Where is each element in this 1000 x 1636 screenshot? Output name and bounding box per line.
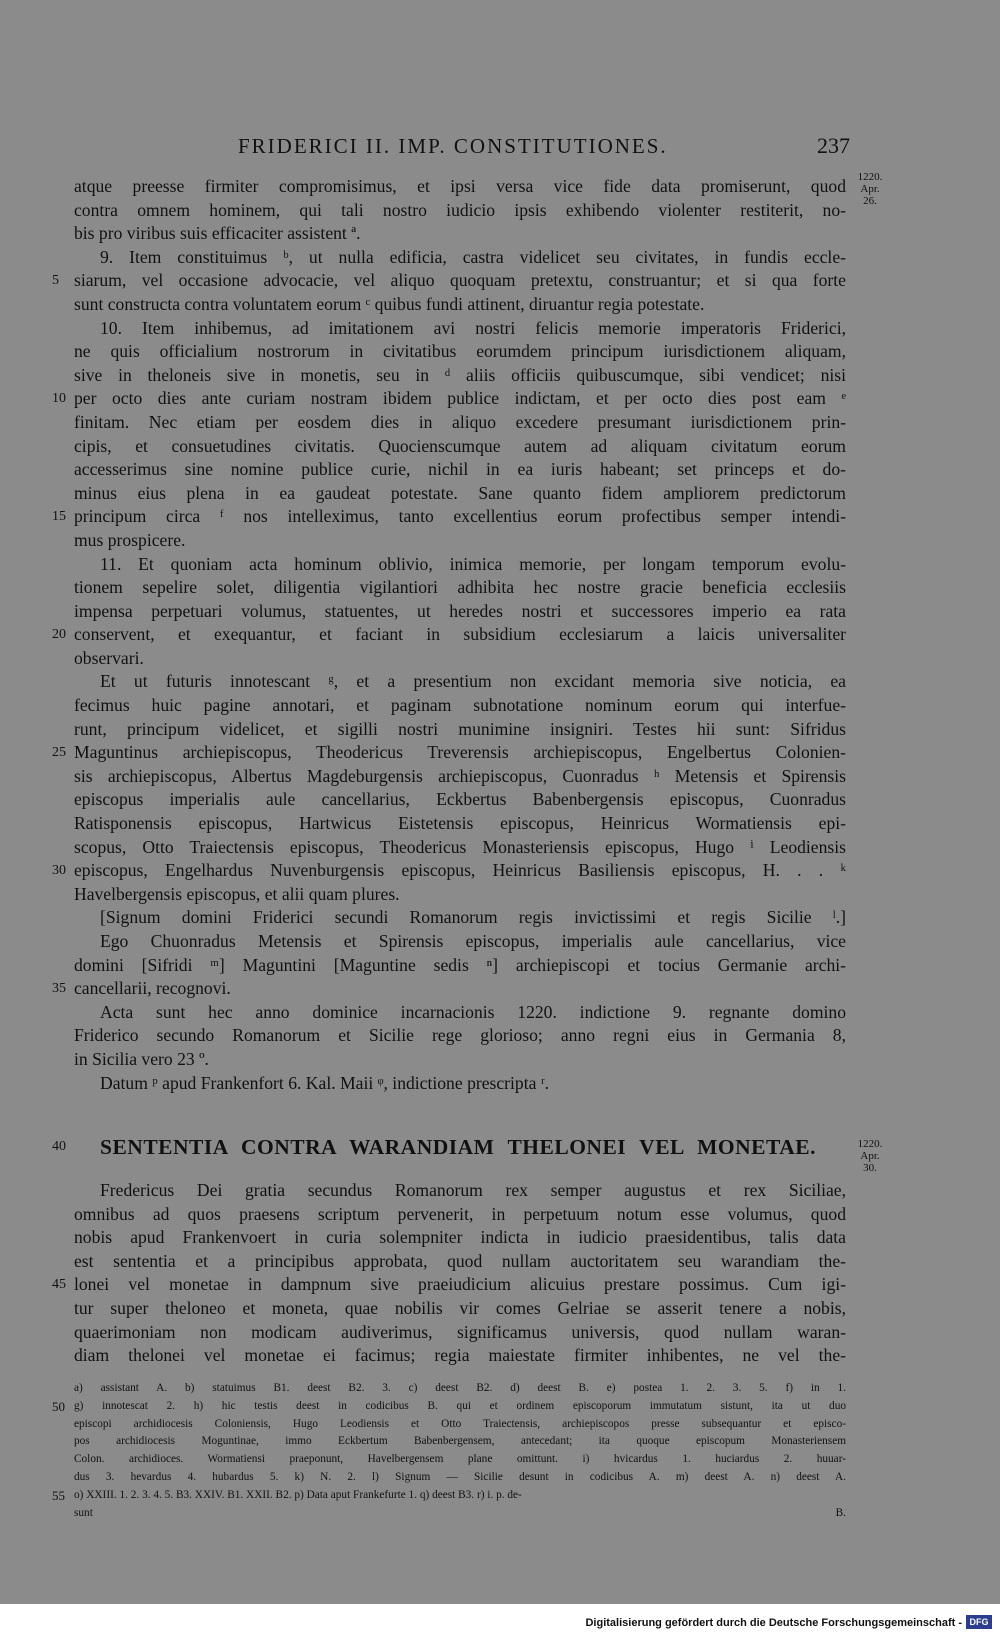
- line-number: 25: [52, 745, 66, 761]
- line-number: 5: [52, 273, 59, 289]
- running-head-title: FRIDERICI II. IMP. CONSTITUTIONES.: [238, 134, 668, 158]
- text-line: [74, 812, 846, 836]
- footnote-line: [74, 1505, 846, 1523]
- line-text: Acta sunt hec anno dominice incarnacionis 1220. indictione 9. regnante domino: [100, 1001, 846, 1022]
- line-text: domini [Sifridi ᵐ] Maguntini [Maguntine sedis ⁿ] archiepiscopi et tocius Germanie archi-: [74, 954, 846, 975]
- footnote-line: [74, 1451, 846, 1469]
- text-line: [52, 505, 846, 529]
- footnote-line: [74, 1433, 846, 1451]
- line-text: Fredericus Dei gratia secundus Romanorum rex semper augustus et rex Siciliae,: [100, 1180, 846, 1200]
- text-line: [74, 199, 846, 223]
- line-text: est sententia et a principibus approbata, quod nullam auctoritatem seu warandiam the-: [74, 1250, 846, 1271]
- footnote-line: [52, 1398, 846, 1416]
- text-line: [74, 1250, 846, 1274]
- text-line: [52, 387, 846, 411]
- line-text: bis pro viribus suis efficaciter assistent ª.: [74, 223, 361, 244]
- line-text: diam thelonei vel monetae ei facimus; regia maiestate firmiter inhibentes, ne vel the-: [74, 1345, 846, 1366]
- line-text: 10. Item inhibemus, ad imitationem avi nostri felicis memorie imperatoris Friderici,: [100, 317, 846, 338]
- footer-credit: Digitalisierung gefördert durch die Deutsche Forschungsgemeinschaft -: [585, 1617, 962, 1629]
- text-line: [74, 246, 846, 270]
- line-text: in Sicilia vero 23 º.: [74, 1048, 209, 1069]
- line-number: 55: [52, 1487, 65, 1503]
- margin-date-day: 26.: [863, 195, 877, 207]
- line-number: 15: [52, 509, 66, 525]
- line-text: quaerimoniam non modicam audiverimus, significamus universis, quod nullam waran-: [74, 1321, 846, 1342]
- text-line: [74, 694, 846, 718]
- line-text: mus prospicere.: [74, 529, 186, 550]
- line-text: accesserimus sine nomine publice curie, nichil in ea iuris habeant; set princeps et do-: [74, 459, 846, 480]
- text-line: [74, 836, 846, 860]
- text-line: [74, 1321, 846, 1345]
- margin-date-month: Apr.: [860, 1150, 880, 1162]
- line-text: runt, principum videlicet, et sigilli nostri munimine insigniri. Testes hii sunt: Sifridus: [74, 718, 846, 739]
- text-line: [74, 1179, 846, 1203]
- line-number: 30: [52, 863, 66, 879]
- line-text: fecimus huic pagine annotari, et paginam subnotatione nominum eorum qui interfue-: [74, 695, 846, 716]
- line-text: Friderico secundo Romanorum et Sicilie rege glorioso; anno regni eius in Germania 8,: [74, 1025, 846, 1046]
- footnote-line: [74, 1380, 846, 1398]
- margin-date-year: 1220.: [857, 1138, 883, 1150]
- body-text-sententia: [52, 1179, 846, 1368]
- body-text-charter: [52, 175, 846, 1095]
- text-line: [74, 1024, 846, 1048]
- text-line: [52, 269, 846, 293]
- line-text: observari.: [74, 647, 144, 668]
- line-text: impensa perpetuari volumus, statuentes, ut heredes nostri et successores imperio ea rata: [74, 600, 846, 621]
- margin-date-month: Apr.: [860, 183, 880, 195]
- margin-date: [852, 171, 888, 207]
- text-line: [74, 1226, 846, 1250]
- text-line: [52, 859, 846, 883]
- text-line: [52, 1273, 846, 1297]
- text-line: [74, 1203, 846, 1227]
- line-text: [Signum domini Friderici secundi Romanorum regis invictissimi et regis Sicilie ˡ.]: [100, 907, 846, 928]
- line-text: conservent, et exequantur, et faciant in subsidium ecclesiarum a laicis universaliter: [74, 624, 846, 645]
- line-text: sis archiepiscopus, Albertus Magdeburgensis archiepiscopus, Cuonradus ʰ Metensis et Spirensis: [74, 765, 846, 786]
- text-line: [74, 930, 846, 954]
- running-head: [238, 133, 850, 165]
- line-text: scopus, Otto Traiectensis episcopus, Theodericus Monasteriensis episcopus, Hugo ⁱ Leodiensis: [74, 836, 846, 857]
- text-line: [52, 741, 846, 765]
- text-line: [74, 435, 846, 459]
- line-text: finitam. Nec etiam per eosdem dies in aliquo excedere presumant iurisdictionem prin-: [74, 411, 846, 432]
- line-number: 10: [52, 391, 66, 407]
- line-text: episcopus imperialis aule cancellarius, Eckbertus Babenbergensis episcopus, Cuonradus: [74, 789, 846, 810]
- line-text: principum circa ᶠ nos intelleximus, tanto excellentius eorum profectibus semper intendi-: [74, 506, 846, 527]
- footnote-line: [74, 1469, 846, 1487]
- line-text: sunt constructa contra voluntatem eorum ᶜ quibus fundi attinent, diruantur regia potestate.: [74, 293, 705, 314]
- line-text: pos archidiocesis Moguntinae, immo Eckbertum Babenbergensem, antecedant; ita quoque episcopum Monasteriensem: [74, 1435, 846, 1448]
- line-number: 50: [52, 1398, 65, 1414]
- text-line: [74, 954, 846, 978]
- text-line: [74, 600, 846, 624]
- text-line: [52, 623, 846, 647]
- text-line: [74, 411, 846, 435]
- line-number: 20: [52, 627, 66, 643]
- line-text: cancellarii, recognovi.: [74, 978, 231, 999]
- margin-date-day: 30.: [863, 1162, 877, 1174]
- line-text: siarum, vel occasione advocacie, vel aliquo quoquam pretextu, construantur; et si qua forte: [74, 270, 846, 291]
- line-text: cipis, et consuetudines civitatis. Quocienscumque autem ad aliquam civitatum eorum: [74, 435, 846, 456]
- text-line: [74, 576, 846, 600]
- line-number: 45: [52, 1277, 66, 1293]
- line-text: minus eius plena in ea gaudeat potestate. Sane quanto fidem ampliorem predictorum: [74, 482, 846, 503]
- line-text: g) innotescat 2. h) hic testis deest in codicibus B. qui et ordinem episcoporum immutatum sistunt, ita ut duo: [74, 1399, 846, 1412]
- text-line: [74, 1048, 846, 1072]
- text-line: [74, 765, 846, 789]
- heading-line-number: 40: [52, 1139, 66, 1154]
- line-text: dus 3. hevardus 4. hubardus 5. k) N. 2. l) Signum — Sicilie desunt in codicibus A. m) deest A. n) deest A.: [74, 1470, 846, 1483]
- text-line: [74, 553, 846, 577]
- line-text: Ratisponensis episcopus, Hartwicus Eistetensis episcopus, Heinricus Wormatiensis epi-: [74, 813, 846, 834]
- line-text: omnibus ad quos praesens scriptum pervenerit, in perpetuum notum esse volumus, quod: [74, 1203, 846, 1224]
- text-line: [74, 1072, 846, 1096]
- line-text: episcopus, Engelhardus Nuvenburgensis episcopus, Heinricus Basiliensis episcopus, H. . . ᵏ: [74, 860, 846, 881]
- text-line: [52, 977, 846, 1001]
- line-text: nobis apud Frankenvoert in curia solempniter indicta in iudicio praesidentibus, talis data: [74, 1227, 846, 1248]
- line-text: 9. Item constituimus ᵇ, ut nulla edificia, castra videlicet seu civitates, in fundis eccle-: [100, 246, 846, 267]
- text-line: [74, 788, 846, 812]
- text-line: [74, 670, 846, 694]
- page-number: 237: [817, 133, 850, 158]
- line-text: episcopi archidiocesis Coloniensis, Hugo Leodiensis et Otto Traiectensis, archiepiscopos presse subsequantur et episco-: [74, 1417, 846, 1430]
- text-line: [74, 529, 846, 553]
- text-line: [74, 293, 846, 317]
- line-text: Ego Chuonradus Metensis et Spirensis episcopus, imperialis aule cancellarius, vice: [100, 931, 846, 951]
- text-line: [74, 175, 846, 199]
- section-heading: SENTENTIA CONTRA WARANDIAM THELONEI VEL MONETAE.: [100, 1135, 816, 1159]
- margin-date-year: 1220.: [857, 171, 883, 183]
- line-text: lonei vel monetae in dampnum sive praeiudicium alicuius prestare possimus. Cum igi-: [74, 1274, 846, 1295]
- line-text: Havelbergensis episcopus, et alii quam plures.: [74, 883, 400, 904]
- line-text: o) XXIII. 1. 2. 3. 4. 5. B3. XXIV. B1. XXII. B2. p) Data aput Frankefurte 1. q) deest B3. r) i. p. de-: [74, 1488, 522, 1501]
- margin-date: [852, 1138, 888, 1174]
- line-text: contra omnem hominem, qui tali nostro iudicio ipsis exhibendo violenter restiterit, no-: [74, 199, 846, 220]
- line-text: tionem sepelire solet, diligentia vigilantiori adhibita hec nostre gracie beneficia ecclesiis: [74, 577, 846, 598]
- text-line: [74, 482, 846, 506]
- text-line: [74, 1344, 846, 1368]
- line-text: 11. Et quoniam acta hominum oblivio, inimica memorie, per longam temporum evolu-: [100, 553, 846, 574]
- text-line: [74, 458, 846, 482]
- line-text: Datum ᵖ apud Frankenfort 6. Kal. Maii ᵠ, indictione prescripta ʳ.: [100, 1072, 550, 1093]
- text-line: [74, 718, 846, 742]
- dfg-logo: DFG: [966, 1615, 992, 1629]
- line-text: ne quis officialium nostrorum in civitatibus eorumdem principum iurisdictionem aliquam,: [74, 341, 846, 362]
- text-line: [74, 883, 846, 907]
- text-line: [74, 647, 846, 671]
- line-number: 35: [52, 981, 66, 997]
- text-line: [74, 340, 846, 364]
- line-text: Colon. archidioces. Wormatiensi praeponunt, Havelbergensem plane omittunt. i) hvicardus 1. huciardus 2. huuar-: [74, 1453, 846, 1466]
- text-line: [74, 1001, 846, 1025]
- footnote-line: [74, 1416, 846, 1434]
- text-line: [74, 1297, 846, 1321]
- text-line: [74, 222, 846, 246]
- text-line: [74, 317, 846, 341]
- text-line: [74, 364, 846, 388]
- line-text: tur super theloneo et moneta, quae nobilis vir comes Gelriae se asserit tenere a nobis,: [74, 1297, 846, 1318]
- line-text: per octo dies ante curiam nostram ibidem publice indictam, et per octo dies post eam ᵉ: [74, 388, 846, 409]
- line-text: sive in theloneis sive in monetis, seu in ᵈ aliis officiis quibuscumque, sibi vendicet; nisi: [74, 364, 846, 385]
- line-text: Maguntinus archiepiscopus, Theodericus Treverensis archiepiscopus, Engelbertus Colonien-: [74, 742, 846, 763]
- footnotes: [52, 1380, 846, 1522]
- text-line: [74, 906, 846, 930]
- line-text: atque preesse firmiter compromisimus, et ipsi versa vice fide data promiserunt, quod: [74, 176, 846, 196]
- line-text: a) assistant A. b) statuimus B1. deest B2. 3. c) deest B2. d) deest B. e) postea 1. 2. 3. 5. f) in 1.: [74, 1382, 846, 1394]
- line-text: Et ut futuris innotescant ᵍ, et a presentium non excidant memoria sive noticia, ea: [100, 671, 846, 692]
- footnote-line: [52, 1487, 846, 1505]
- line-text: sunt B.: [74, 1506, 846, 1519]
